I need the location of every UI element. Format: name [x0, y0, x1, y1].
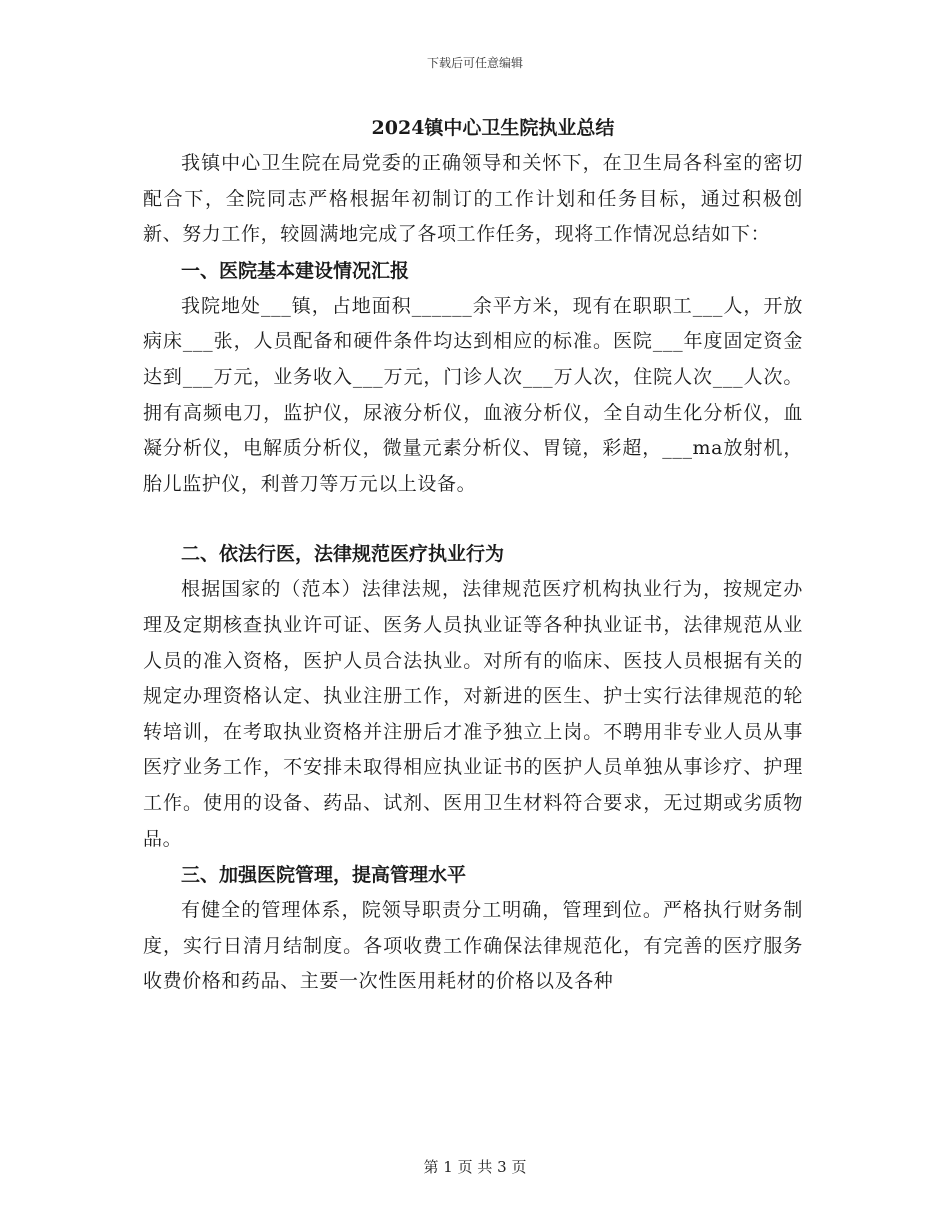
header-note: 下载后可任意编辑	[426, 56, 523, 70]
blank-line	[143, 502, 803, 536]
document-title: 2024镇中心卫生院执业总结	[371, 117, 615, 139]
section-3-heading: 三、加强医院管理，提高管理水平	[181, 864, 467, 887]
section-2-paragraph: 根据国家的（范本）法律法规，法律规范医疗机构执业行为，按规定办理及定期核查执业许可证、医务人员执业证等各种执业证书，法律规范从业人员的准入资格，医护人员合法执业。对所有的临床、医技人员根据有关的规定办理资格认定、执业注册工作，对新进的医生、护士实行法律规范的轮转培训，在考取执业资格并注册后才准予独立上岗。不聘用非专业人员从事医疗业务工作，不安排未取得相应执业证书的医护人员单独从事诊疗、护理工作。使用的设备、药品、试剂、医用卫生材料符合要求，无过期或劣质物品。	[143, 578, 803, 850]
section-1-heading: 一、医院基本建设情况汇报	[181, 259, 410, 282]
page-number: 第 1 页 共 3 页	[423, 1158, 527, 1176]
document-body	[143, 110, 803, 1000]
section-2-heading: 二、依法行医，法律规范医疗执业行为	[181, 543, 505, 566]
section-3-paragraph: 有健全的管理体系，院领导职责分工明确，管理到位。严格执行财务制度，实行日清月结制度。各项收费工作确保法律规范化，有完善的医疗服务收费价格和药品、主要一次性医用耗材的价格以及各种	[143, 899, 803, 993]
intro-paragraph: 我镇中心卫生院在局党委的正确领导和关怀下，在卫生局各科室的密切配合下，全院同志严格根据年初制订的工作计划和任务目标，通过积极创新、努力工作，较圆满地完成了各项工作任务，现将工作情况总结如下：	[143, 152, 803, 246]
section-1-paragraph: 我院地处___镇，占地面积______余平方米，现有在职职工___人，开放病床___张，人员配备和硬件条件均达到相应的标准。医院___年度固定资金达到___万元，业务收入___万元，门诊人次___万人次，住院人次___人次。拥有高频电刀，监护仪，尿液分析仪，血液分析仪，全自动生化分析仪，血凝分析仪，电解质分析仪，微量元素分析仪、胃镜，彩超，___ma放射机，胎儿监护仪，利普刀等万元以上设备。	[143, 294, 803, 495]
